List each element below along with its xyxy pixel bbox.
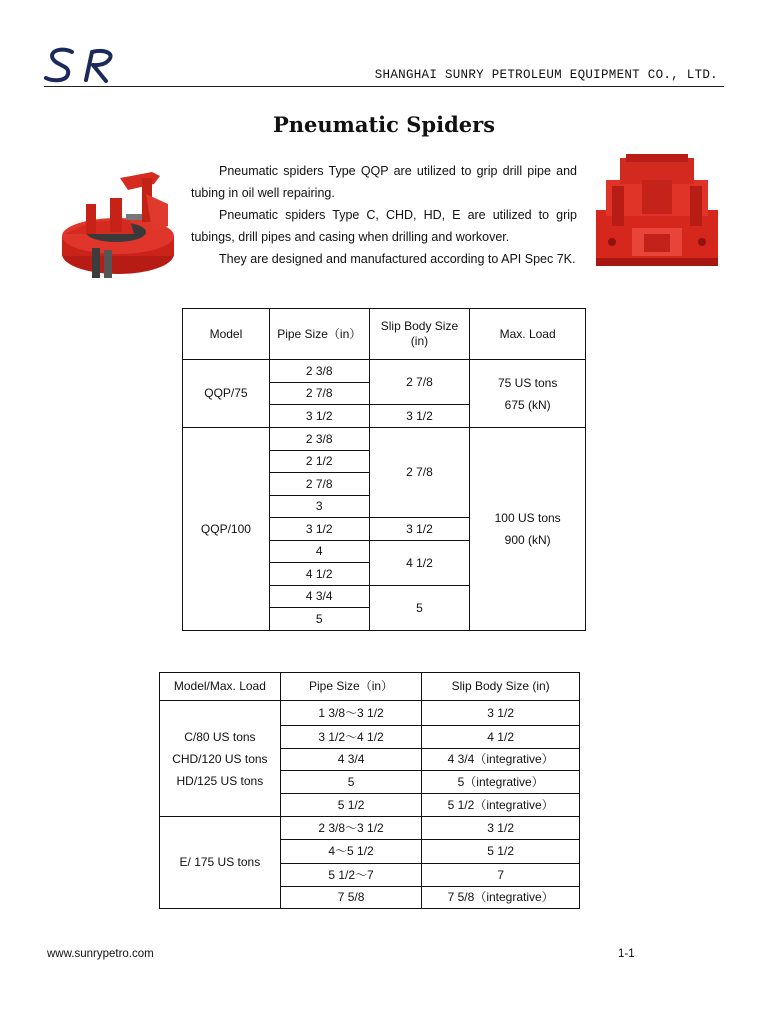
pipe-size-cell: 2 3/8 [269,428,369,451]
pipe-size-cell: 3 1/2 [269,405,369,428]
slip-body-cell: 7 5/8（integrative） [422,887,580,909]
model-cell [160,701,281,817]
pipe-size-cell: 5 1/2～7 [280,864,422,887]
intro-paragraph-1: Pneumatic spiders Type QQP are utilized to grip drill pipe and tubing in oil well repairing. [191,164,577,200]
model-hd: HD/125 US tons [176,773,264,788]
pipe-size-cell: 2 7/8 [269,473,369,496]
pipe-size-cell: 2 1/2 [269,451,369,473]
pipe-size-cell: 3 1/2 [269,518,369,541]
header-model: Model [183,309,270,360]
slip-body-cell: 3 1/2 [369,518,470,541]
pipe-size-cell: 1 3/8～3 1/2 [280,701,422,726]
slip-body-cell: 3 1/2 [422,817,580,840]
model-c: C/80 US tons [184,729,256,744]
header-slip-body-size: Slip Body Size (in) [369,309,470,360]
slip-body-cell: 3 1/2 [422,701,580,726]
pipe-size-cell: 5 1/2 [280,794,422,817]
pipe-size-cell: 4～5 1/2 [280,840,422,864]
pipe-size-cell: 4 3/4 [269,586,369,608]
page-title: Pneumatic Spiders [272,112,496,137]
slip-body-cell: 5 1/2（integrative） [422,794,580,817]
company-name: SHANGHAI SUNRY PETROLEUM EQUIPMENT CO., LTD. [374,68,718,82]
slip-body-cell: 3 1/2 [369,405,470,428]
pipe-size-cell: 2 3/8～3 1/2 [280,817,422,840]
pipe-size-cell: 4 1/2 [269,563,369,586]
max-load-cell [470,360,586,428]
model-cell: QQP/75 [183,360,270,428]
model-cell: QQP/100 [183,428,270,631]
pipe-size-cell: 3 [269,496,369,518]
pipe-size-cell: 3 1/2～4 1/2 [280,726,422,749]
qqp-spider-image [56,164,184,292]
load-tons: 100 US tons [494,511,561,525]
sr-logo [44,44,120,88]
header-pipe-size: Pipe Size（in） [280,673,422,701]
c-type-spider-image [592,150,722,272]
intro-paragraph-3: They are designed and manufactured according to API Spec 7K. [219,252,576,266]
header-divider [44,86,724,87]
model-cell: E/ 175 US tons [160,817,281,909]
load-kn: 675 (kN) [504,397,551,412]
load-tons: 75 US tons [497,375,558,390]
page-number: 1-1 [618,948,635,960]
intro-text [191,160,577,270]
qqp-spec-table [182,308,586,631]
pipe-size-cell: 2 7/8 [269,383,369,405]
load-kn: 900 (kN) [504,533,551,547]
header-pipe-size: Pipe Size（in） [269,309,369,360]
slip-body-cell: 4 1/2 [422,726,580,749]
slip-body-cell: 7 [422,864,580,887]
slip-body-cell: 4 3/4（integrative） [422,749,580,771]
slip-body-cell: 2 7/8 [369,360,470,405]
slip-body-cell: 2 7/8 [369,428,470,518]
pipe-size-cell: 4 3/4 [280,749,422,771]
pipe-size-cell: 2 3/8 [269,360,369,383]
header-max-load: Max. Load [470,309,586,360]
model-chd: CHD/120 US tons [172,751,268,766]
slip-body-cell: 5 1/2 [422,840,580,864]
pipe-size-cell: 5 [269,608,369,631]
intro-paragraph-2: Pneumatic spiders Type C, CHD, HD, E are utilized to grip tubings, drill pipes and casing when drilling and workover. [191,208,577,244]
slip-body-cell: 4 1/2 [369,541,470,586]
pipe-size-cell: 5 [280,771,422,794]
pipe-size-cell: 4 [269,541,369,563]
c-hd-e-spec-table [159,672,580,909]
slip-body-cell: 5 [369,586,470,631]
footer-website-link[interactable]: www.sunrypetro.com [47,948,154,960]
max-load-cell [470,428,586,631]
slip-body-cell: 5（integrative） [422,771,580,794]
header-model-max-load: Model/Max. Load [160,673,281,701]
pipe-size-cell: 7 5/8 [280,887,422,909]
header-slip-body-size: Slip Body Size (in) [422,673,580,701]
